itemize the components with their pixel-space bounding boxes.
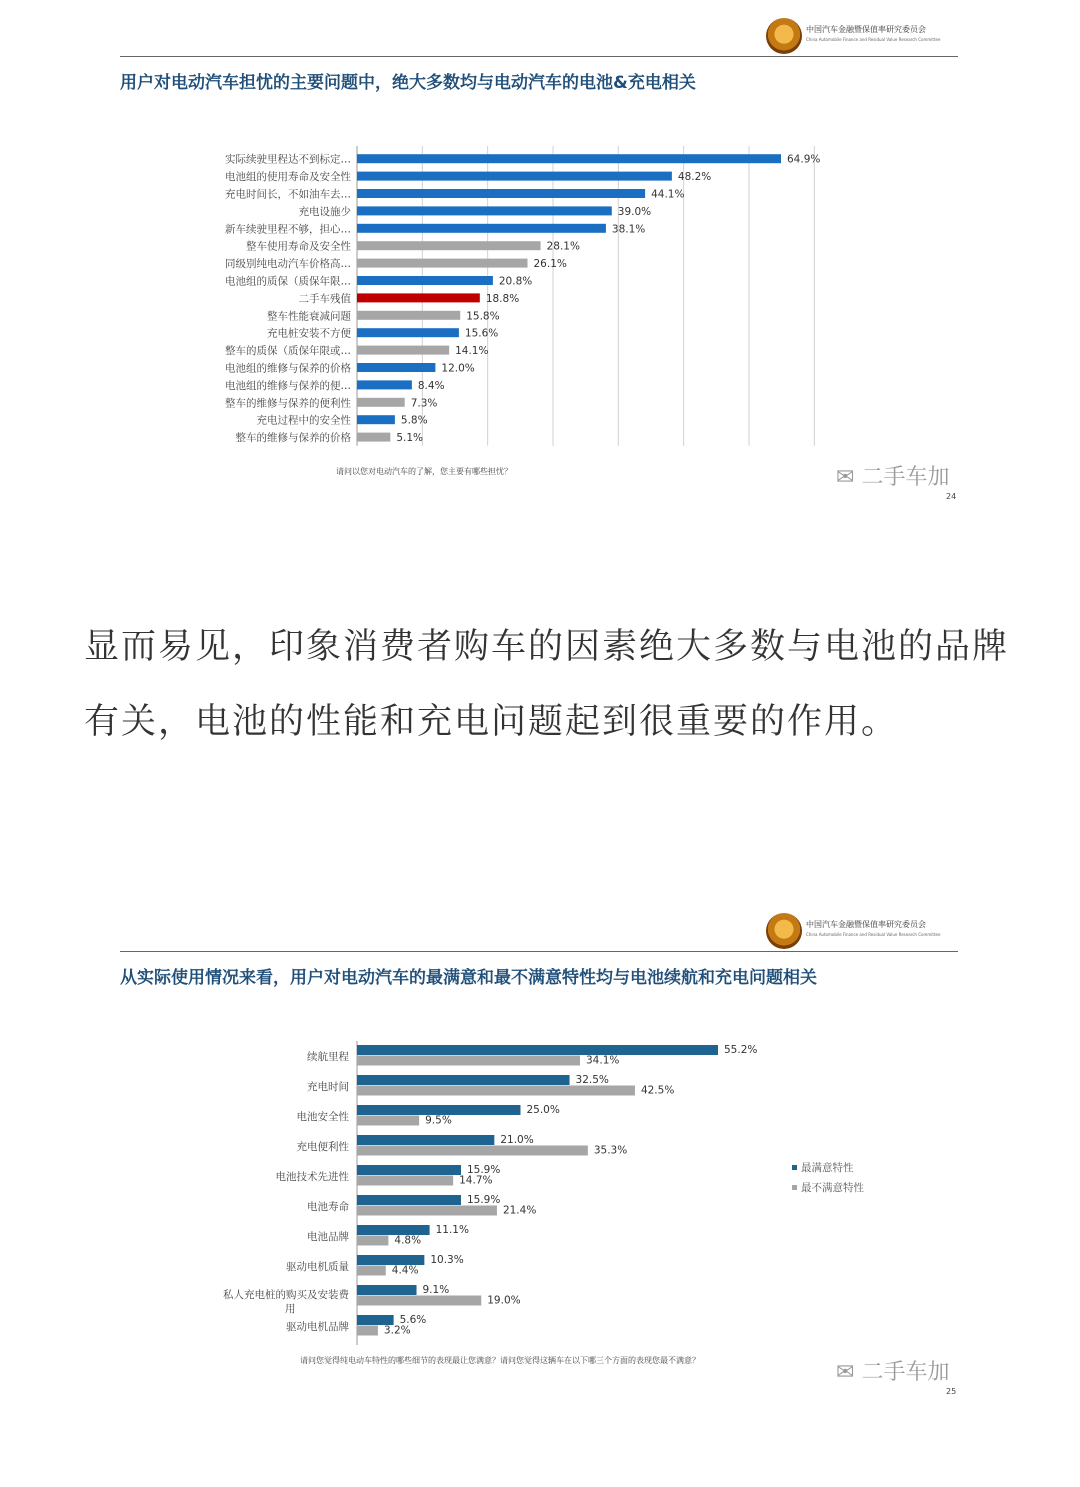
- wechat-watermark: [836, 460, 949, 491]
- bar: [357, 172, 672, 181]
- bar-least-satisfied: [357, 1056, 580, 1066]
- bar-most-satisfied: [357, 1165, 461, 1175]
- bar: [357, 380, 412, 389]
- value-label: 20.8%: [498, 275, 533, 288]
- bar-most-satisfied: [357, 1195, 461, 1205]
- value-label: 4.8%: [394, 1234, 422, 1247]
- wechat-icon: ✉︎: [836, 1360, 855, 1385]
- bar-least-satisfied: [357, 1116, 419, 1126]
- bar-least-satisfied: [357, 1296, 481, 1306]
- value-label: 64.9%: [787, 153, 821, 166]
- bar-most-satisfied: [357, 1105, 520, 1115]
- header-divider: [120, 56, 958, 57]
- body-paragraph: 显而易见，印象消费者购车的因素绝大多数与电池的品牌有关，电池的性能和充电问题起到很重要的作用。: [84, 627, 1010, 742]
- category-label: 续航里程: [307, 1051, 349, 1063]
- bar-most-satisfied: [357, 1075, 570, 1085]
- bar-least-satisfied: [357, 1236, 388, 1246]
- bar: [357, 433, 390, 442]
- value-label: 26.1%: [533, 258, 567, 271]
- value-label: 14.7%: [459, 1174, 493, 1187]
- bar: [357, 415, 395, 424]
- value-label: 15.6%: [464, 327, 499, 340]
- logo-en-text: China Automobile Finance and Residual Value Research Committee: [806, 37, 941, 42]
- category-label: 充电时间: [307, 1081, 349, 1093]
- category-label: 充电设施少: [298, 205, 351, 218]
- bar: [357, 189, 645, 198]
- category-label: 整车的维修与保养的便利性: [225, 397, 351, 410]
- header-divider: [120, 951, 958, 952]
- value-label: 25.0%: [526, 1104, 560, 1116]
- category-label: 驱动电机质量: [286, 1261, 349, 1273]
- category-label: 电池组的质保（质保年限…: [225, 275, 351, 288]
- bar: [357, 241, 541, 250]
- wechat-icon: ✉︎: [836, 465, 855, 490]
- category-label: 充电过程中的安全性: [256, 414, 351, 427]
- slide-24: [0, 0, 1080, 520]
- category-label: 私人充电桩的购买及安装费: [223, 1289, 349, 1301]
- category-label: 充电桩安装不方便: [267, 327, 351, 340]
- bar-most-satisfied: [357, 1225, 430, 1235]
- bar-most-satisfied: [357, 1045, 718, 1055]
- value-label: 42.5%: [640, 1084, 675, 1097]
- wechat-watermark: [836, 1355, 949, 1386]
- value-label: 7.3%: [410, 397, 438, 410]
- value-label: 8.4%: [417, 379, 445, 392]
- value-label: 15.9%: [466, 1194, 501, 1206]
- value-label: 15.8%: [466, 310, 500, 323]
- bar-least-satisfied: [357, 1146, 588, 1156]
- value-label: 38.1%: [611, 223, 646, 236]
- value-label: 14.1%: [455, 345, 489, 358]
- committee-logo-icon: [766, 913, 802, 949]
- category-label: 充电便利性: [296, 1141, 349, 1153]
- value-label: 28.1%: [546, 240, 580, 253]
- bar: [357, 398, 405, 407]
- category-label: 电池寿命: [307, 1201, 349, 1213]
- value-label: 48.2%: [677, 171, 712, 184]
- value-label: 5.6%: [399, 1314, 427, 1326]
- bar-most-satisfied: [357, 1135, 494, 1145]
- survey-question: 请问以您对电动汽车的了解，您主要有哪些担忧？: [336, 467, 512, 476]
- category-label: 电池组的维修与保养的便…: [225, 379, 351, 392]
- value-label: 21.0%: [500, 1134, 534, 1146]
- category-label: 实际续驶里程达不到标定…: [225, 153, 351, 166]
- watermark-text: 二手车加: [861, 465, 950, 490]
- bar: [357, 293, 480, 302]
- page-number: 25: [946, 1387, 957, 1396]
- value-label: 4.4%: [391, 1264, 419, 1277]
- bar: [357, 259, 528, 268]
- bar-most-satisfied: [357, 1255, 424, 1265]
- category-label: 整车的维修与保养的价格: [235, 432, 351, 445]
- logo-cn-text: 中国汽车金融暨保值率研究委员会: [806, 920, 926, 929]
- value-label: 3.2%: [383, 1324, 411, 1337]
- category-label: 电池组的维修与保养的价格: [225, 362, 351, 375]
- bar-least-satisfied: [357, 1176, 453, 1186]
- value-label: 32.5%: [575, 1074, 609, 1086]
- bar: [357, 224, 606, 233]
- value-label: 19.0%: [487, 1294, 521, 1307]
- value-label: 39.0%: [617, 205, 652, 218]
- bar-least-satisfied: [357, 1326, 378, 1336]
- value-label: 5.1%: [396, 432, 424, 445]
- committee-logo-icon: [766, 18, 802, 54]
- value-label: 9.5%: [425, 1114, 452, 1127]
- category-label: 整车使用寿命及安全性: [246, 240, 351, 253]
- slide-25: [0, 895, 1080, 1415]
- value-label: 55.2%: [724, 1044, 758, 1056]
- logo-cn-text: 中国汽车金融暨保值率研究委员会: [806, 25, 926, 34]
- value-label: 15.9%: [466, 1164, 501, 1176]
- category-label: 二手车残值: [298, 292, 351, 305]
- category-label: 电池组的使用寿命及安全性: [225, 171, 351, 184]
- value-label: 34.1%: [586, 1054, 620, 1067]
- value-label: 5.8%: [400, 414, 428, 427]
- watermark-text: 二手车加: [861, 1360, 950, 1385]
- legend-swatch: [792, 1165, 797, 1170]
- bar-most-satisfied: [357, 1315, 394, 1325]
- category-label: 同级别纯电动汽车价格高…: [225, 258, 351, 271]
- bar: [357, 328, 459, 337]
- slide-title: 从实际使用情况来看，用户对电动汽车的最满意和最不满意特性均与电池续航和充电问题相关: [120, 968, 817, 988]
- bar: [357, 311, 460, 320]
- bar: [357, 206, 612, 215]
- bar: [357, 346, 449, 355]
- value-label: 10.3%: [430, 1254, 464, 1266]
- category-label: 驱动电机品牌: [286, 1321, 349, 1333]
- bar: [357, 363, 435, 372]
- bar: [357, 276, 493, 285]
- value-label: 12.0%: [441, 362, 475, 375]
- logo-en-text: China Automobile Finance and Residual Value Research Committee: [806, 932, 941, 937]
- category-label: 整车性能衰减问题: [267, 310, 351, 323]
- category-label: 电池品牌: [307, 1231, 349, 1243]
- survey-question: 请问您觉得纯电动车特性的哪些细节的表现最让您满意？请问您觉得这辆车在以下哪三个方面的表现您最不满意？: [300, 1356, 700, 1365]
- value-label: 9.1%: [422, 1284, 450, 1296]
- bar-least-satisfied: [357, 1206, 497, 1216]
- category-label: 用: [285, 1303, 296, 1315]
- page-number: 24: [946, 492, 957, 501]
- slide-title: 用户对电动汽车担忧的主要问题中，绝大多数均与电动汽车的电池&充电相关: [120, 73, 696, 93]
- category-label: 电池安全性: [296, 1111, 349, 1123]
- value-label: 44.1%: [651, 188, 685, 201]
- category-label: 新车续驶里程不够，担心…: [225, 223, 351, 236]
- category-label: 整车的质保（质保年限或…: [225, 345, 351, 358]
- bar-least-satisfied: [357, 1266, 386, 1276]
- value-label: 11.1%: [435, 1224, 469, 1236]
- value-label: 35.3%: [593, 1144, 628, 1157]
- bar: [357, 154, 781, 163]
- legend-label: 最满意特性: [801, 1162, 854, 1174]
- value-label: 21.4%: [502, 1204, 537, 1217]
- value-label: 18.8%: [485, 292, 520, 305]
- category-label: 充电时间长，不如油车去…: [225, 188, 351, 201]
- category-label: 电池技术先进性: [275, 1171, 349, 1183]
- bar-most-satisfied: [357, 1285, 417, 1295]
- satisfaction-bar-chart: [0, 1035, 1080, 1345]
- legend-swatch: [792, 1185, 797, 1190]
- bar-least-satisfied: [357, 1086, 635, 1096]
- concern-bar-chart: [0, 140, 1080, 460]
- legend-label: 最不满意特性: [801, 1182, 864, 1194]
